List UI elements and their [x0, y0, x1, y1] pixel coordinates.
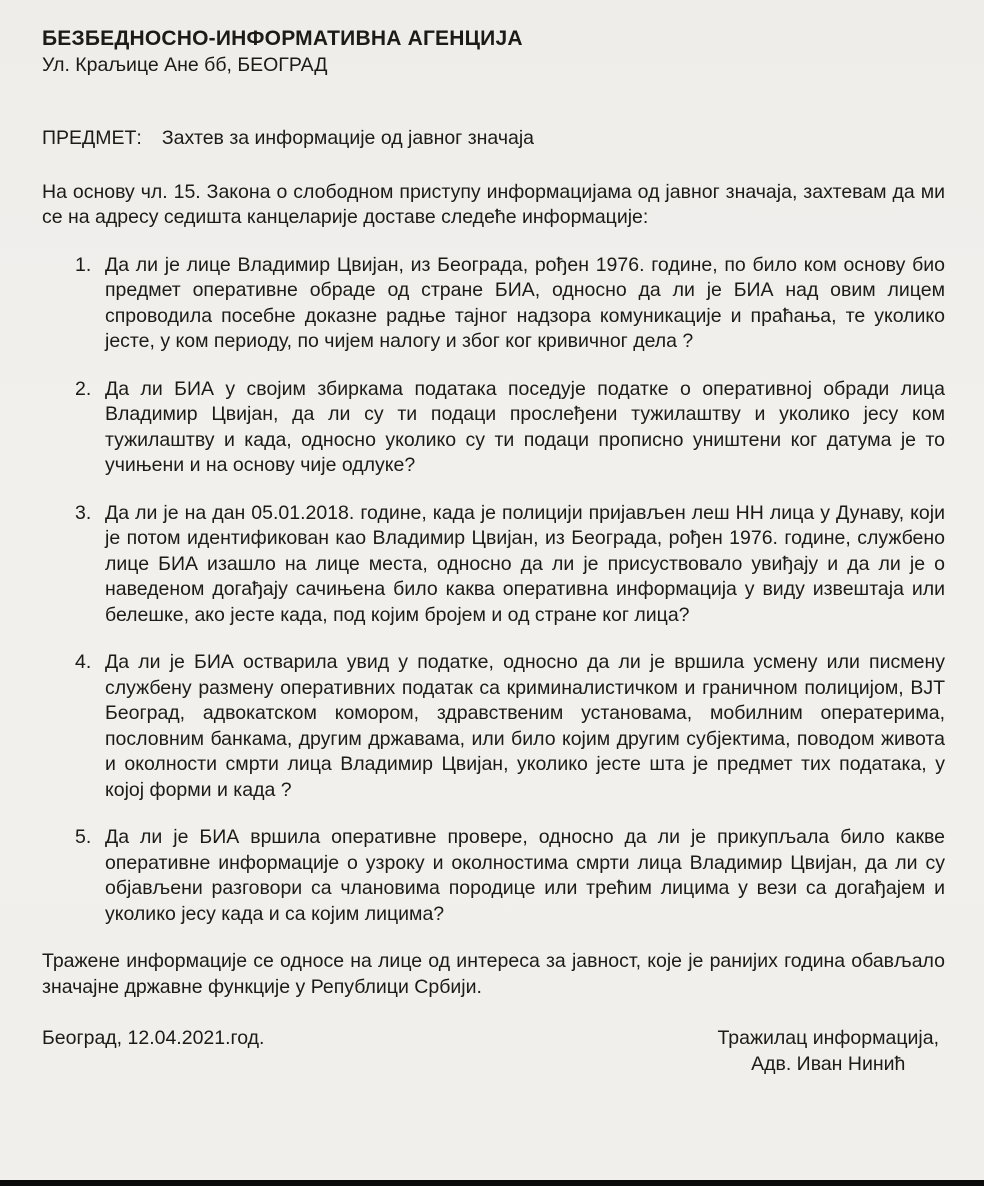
request-items-list — [42, 253, 945, 928]
closing-paragraph: Тражене информације се односе на лице од интереса за јавност, које је ранијих година обављало значајне државне функције у Републици Србији. — [42, 950, 945, 998]
list-item-text: Да ли је БИА вршила оперативне провере, односно да ли је прикупљала било какве оперативне информације о узроку и околностима смрти лица Владимир Цвијан, да ли су објављени разговори са члановима породице или трећим лицима у вези са догађајем и уколико јесу када и са којим лицима? — [105, 826, 945, 925]
list-item-number: 1. — [75, 253, 92, 276]
list-item-number: 3. — [75, 501, 92, 524]
signature-role: Тражилац информација, — [717, 1027, 939, 1049]
agency-name-heading: БЕЗБЕДНОСНО-ИНФОРМАТИВНА АГЕНЦИЈА — [42, 27, 523, 50]
signature-block — [717, 1026, 945, 1077]
list-item-number: 4. — [75, 651, 92, 673]
list-item — [75, 377, 945, 479]
signature-name: Адв. Иван Нинић — [751, 1052, 906, 1075]
list-item — [75, 825, 945, 927]
list-item — [75, 650, 945, 803]
agency-address: Ул. Краљице Ане бб, БЕОГРАД — [42, 54, 328, 76]
scan-edge-bar — [0, 1180, 984, 1186]
intro-paragraph: На основу чл. 15. Закона о слободном приступу информацијама од јавног значаја, захтевам да ми се на адресу седишта канцеларије доставе следеће информације: — [42, 180, 945, 228]
place-and-date: Београд, 12.04.2021.год. — [42, 1027, 265, 1049]
document-footer — [42, 1026, 945, 1077]
subject-text: Захтев за информације од јавног значаја — [161, 127, 535, 149]
list-item — [75, 501, 945, 629]
list-item-text: Да ли је на дан 05.01.2018. године, када је полицији пријављен леш НН лица у Дунаву, који је потом идентификован као Владимир Цвијан, из Београда, рођен 1976. године, службено лице БИА изашло на лице места, односно да ли је присуствовало увиђају и да ли је о наведеном догађају сачињена било каква оперативна информација у виду извештаја или белешке, ако јесте када, под којим бројем и од стране ког лица? — [105, 501, 945, 626]
list-item-text: Да ли је БИА остварила увид у податке, односно да ли је вршила усмену или писмену службену размену оперативних податак са криминалистичком и граничном полицијом, ВЈТ Београд, адвокатском комором, здравственим установама, мобилним оператерима, пословним банкама, другим државама, или било којим другим субјектима, поводом живота и околности смрти лица Владимир Цвијан, уколико јесте шта је предмет тих података, у којој форми и када ? — [105, 651, 945, 801]
list-item-text: Да ли је лице Владимир Цвијан, из Београда, рођен 1976. године, по било ком основу био предмет оперативне обраде од стране БИА, односно да ли је БИА над овим лицем спроводила посебне доказне радње тајног надзора комуникације и праћања, те уколико јесте, у ком периоду, по чијем налогу и због ког кривичног дела ? — [105, 253, 945, 352]
list-item — [75, 253, 945, 355]
list-item-number: 2. — [75, 377, 92, 400]
subject-label: ПРЕДМЕТ: — [42, 127, 142, 149]
subject-line — [42, 126, 945, 152]
list-item-number: 5. — [75, 826, 92, 848]
list-item-text: Да ли БИА у својим збиркама података поседује податке о оперативној обради лица Владимир Цвијан, да ли су ти подаци прослеђени тужилаштву и уколико јесу ком тужилаштву и када, односно уколико су ти подаци прописно уништени ког датума је то учињени и на основу чије одлуке? — [105, 377, 945, 476]
